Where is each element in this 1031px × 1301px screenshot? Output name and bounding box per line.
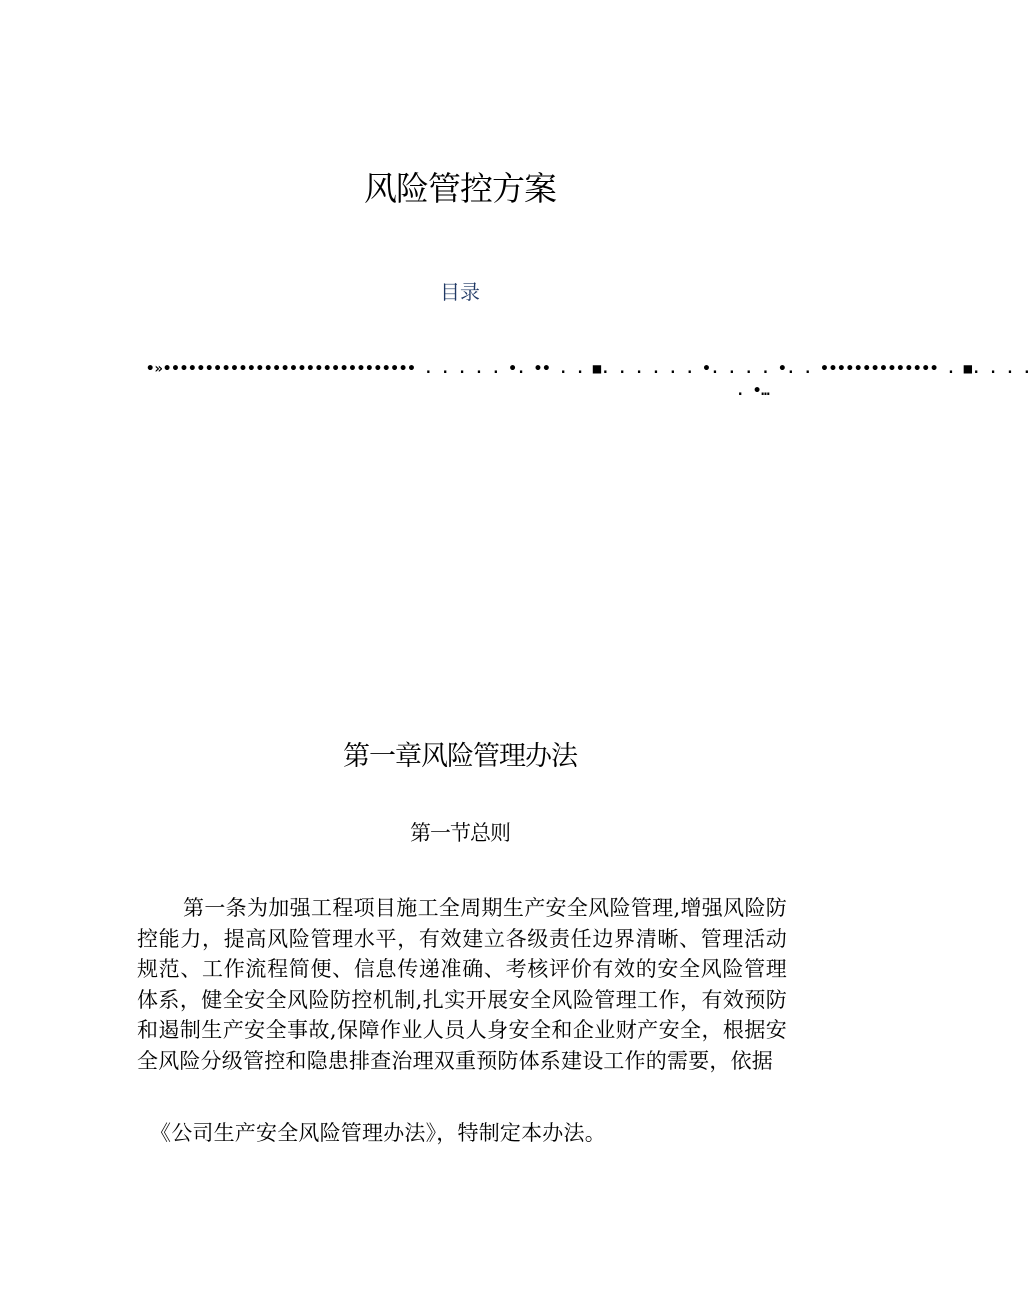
chapter-title: 第一章风险管理办法	[343, 741, 577, 772]
toc-leader-line-end: . •…	[736, 383, 770, 399]
toc-leader-line: •»•••••••••••••••••••••••••••••• . . . . . •. •• . . ■. . . . . . •. . . . •. . •••••••••••••• . ■. . . .	[146, 361, 1031, 377]
document-title: 风险管控方案	[364, 169, 556, 208]
toc-heading: 目录	[440, 280, 480, 304]
body-paragraph-continuation: 《公司生产安全风险管理办法》，特制定本办法。	[150, 1121, 606, 1145]
section-title: 第一节总则	[410, 821, 510, 845]
body-paragraph: 第一条为加强工程项目施工全周期生产安全风险管理,增强风险防控能力，提高风险管理水平，有效建立各级责任边界清晰、管理活动规范、工作流程简便、信息传递准确、考核评价有效的安全风险管理体系，健全安全风险防控机制,扎实开展安全风险管理工作，有效预防和遏制生产安全事故,保障作业人员人身安全和企业财产安全，根据安全风险分级管控和隐患排查治理双重预防体系建设工作的需要，依据	[137, 896, 787, 1073]
